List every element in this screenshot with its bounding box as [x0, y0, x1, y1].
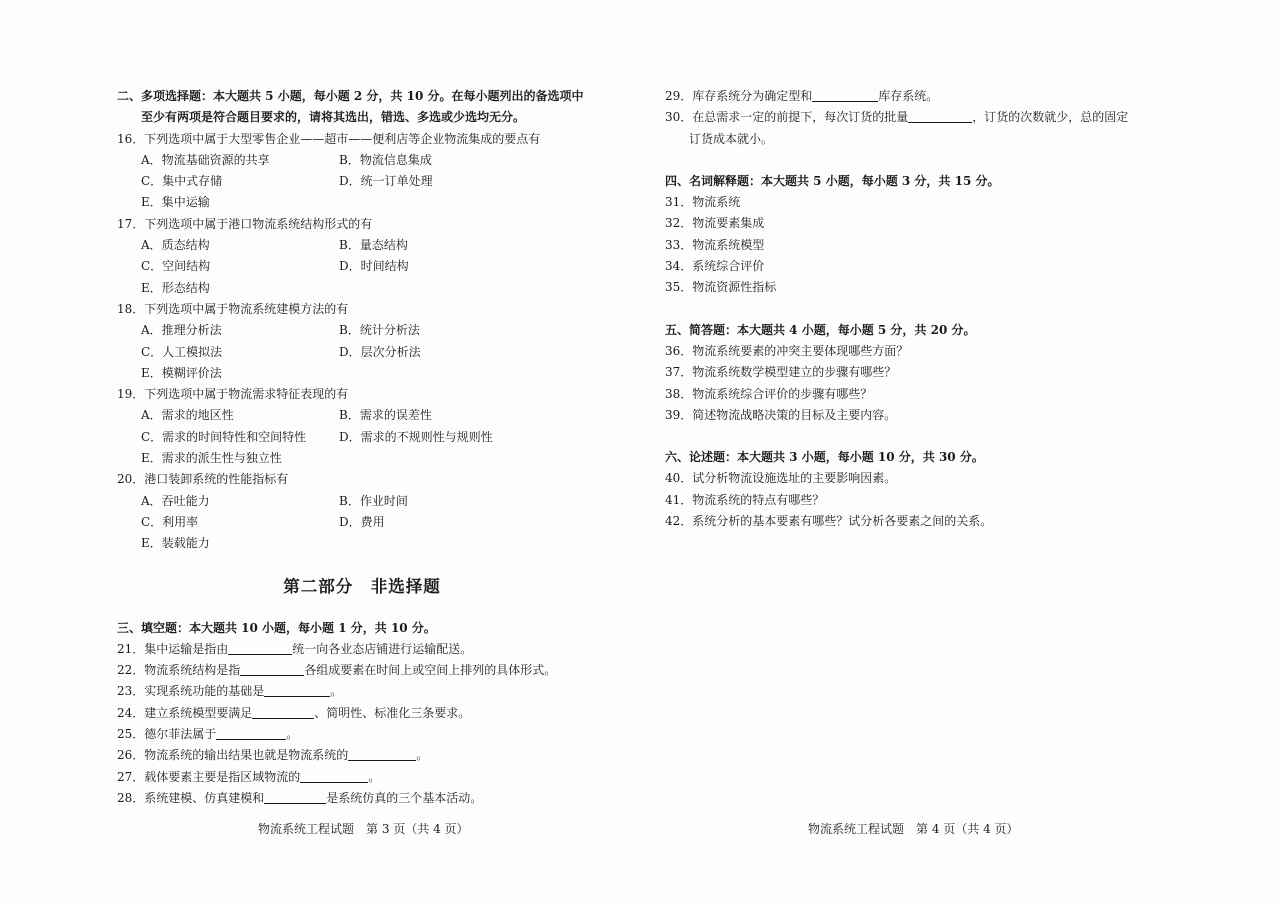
part2-title: 第二部分 非选择题 [283, 576, 441, 596]
q20-options-row2 [117, 512, 607, 533]
q19-option-a: A．需求的地区性 [141, 408, 234, 423]
q16-option-c: C．集中式存储 [141, 174, 223, 189]
q17-options-row3 [117, 278, 607, 299]
section2-heading: 二、多项选择题：本大题共 5 小题，每小题 2 分，共 10 分。在每小题列出的备选项中 [117, 89, 584, 103]
q28-text-after: 是系统仿真的三个基本活动。 [326, 790, 483, 805]
q28-text: 28．系统建模、仿真建模和 [117, 790, 265, 805]
q22-blank [240, 662, 304, 676]
q17-stem: 17．下列选项中属于港口物流系统结构形式的有 [117, 216, 373, 231]
q24-blank [252, 705, 314, 719]
q21-blank [228, 641, 292, 655]
q27 [117, 767, 607, 788]
q27-blank [300, 769, 368, 783]
q17-option-d: D．时间结构 [339, 259, 409, 274]
q23-text: 23．实现系统功能的基础是 [117, 684, 265, 699]
q30-blank [908, 109, 972, 123]
q18-option-a: A．推理分析法 [141, 323, 222, 338]
q18-options-row3 [117, 363, 607, 384]
q19-stem: 19．下列选项中属于物流需求特征表现的有 [117, 387, 349, 402]
q19-option-e: E．需求的派生性与独立性 [141, 451, 282, 466]
q25-text-after: 。 [286, 727, 299, 742]
q30-cont: 订货成本就小。 [689, 131, 774, 146]
right-page [665, 86, 1165, 532]
q20-option-c: C．利用率 [141, 514, 199, 529]
q16-option-a: A．物流基础资源的共享 [141, 152, 270, 167]
q19-options-row3 [117, 448, 607, 469]
q20-option-e: E．装载能力 [141, 536, 210, 551]
q18-options-row1 [117, 320, 607, 341]
q21-text-after: 统一向各业态店铺进行运输配送。 [292, 641, 473, 656]
q24-text-after: 、简明性、标准化三条要求。 [314, 705, 471, 720]
q31: 31．物流系统 [665, 195, 741, 210]
q26-text-after: 。 [416, 748, 429, 763]
q22-text-after: 各组成要素在时间上或空间上排列的具体形式。 [304, 663, 557, 678]
q23 [117, 681, 607, 702]
q16-option-d: D．统一订单处理 [339, 174, 433, 189]
q30 [665, 107, 1165, 128]
section3-heading: 三、填空题：本大题共 10 小题，每小题 1 分，共 10 分。 [117, 620, 436, 635]
q21-text: 21．集中运输是指由 [117, 641, 229, 656]
section4-heading: 四、名词解释题：本大题共 5 小题，每小题 3 分，共 15 分。 [665, 173, 1000, 188]
section2-heading-cont: 至少有两项是符合题目要求的，请将其选出，错选、多选或少选均无分。 [141, 110, 526, 125]
q19-option-d: D．需求的不规则性与规则性 [339, 429, 493, 444]
q34: 34．系统综合评价 [665, 259, 765, 274]
page-footer-left: 物流系统工程试题 第 3 页（共 4 页） [258, 822, 469, 836]
q26-blank [348, 747, 416, 761]
q18-option-b: B．统计分析法 [339, 323, 420, 338]
q20-stem: 20．港口装卸系统的性能指标有 [117, 472, 289, 487]
q19-options-row2 [117, 427, 607, 448]
q17-option-a: A．质态结构 [141, 238, 210, 253]
q18-option-d: D．层次分析法 [339, 344, 421, 359]
q26 [117, 745, 607, 766]
q19-option-b: B．需求的误差性 [339, 408, 432, 423]
q30-text: 30．在总需求一定的前提下，每次订货的批量 [665, 110, 909, 125]
q17-options-row1 [117, 235, 607, 256]
q17-option-b: B．量态结构 [339, 238, 408, 253]
q20-option-b: B．作业时间 [339, 493, 408, 508]
q36: 36．物流系统要素的冲突主要体现哪些方面？ [665, 343, 909, 358]
q42: 42．系统分析的基本要素有哪些？试分析各要素之间的关系。 [665, 514, 993, 529]
q27-text-after: 。 [368, 769, 381, 784]
q26-text: 26．物流系统的输出结果也就是物流系统的 [117, 748, 349, 763]
q18-option-e: E．模糊评价法 [141, 365, 222, 380]
q25-blank [216, 726, 286, 740]
q29-text: 29．库存系统分为确定型和 [665, 89, 813, 103]
q16-option-b: B．物流信息集成 [339, 152, 432, 167]
q17-options-row2 [117, 256, 607, 277]
q19-options-row1 [117, 405, 607, 426]
q23-blank [264, 683, 330, 697]
q18-stem: 18．下列选项中属于物流系统建模方法的有 [117, 301, 349, 316]
q20-option-a: A．吞吐能力 [141, 493, 210, 508]
q29-text-after: 库存系统。 [878, 89, 939, 103]
page-footer-right: 物流系统工程试题 第 4 页（共 4 页） [808, 822, 1019, 836]
spacer [665, 426, 1165, 447]
q39: 39．简述物流战略决策的目标及主要内容。 [665, 407, 897, 422]
q28-blank [264, 790, 326, 804]
q25-text: 25．德尔菲法属于 [117, 727, 217, 742]
q16-option-e: E．集中运输 [141, 195, 210, 210]
q19-option-c: C．需求的时间特性和空间特性 [141, 429, 307, 444]
section5-heading: 五、简答题：本大题共 4 小题，每小题 5 分，共 20 分。 [665, 322, 976, 337]
q28 [117, 788, 607, 809]
q30-text-after: ，订货的次数就少，总的固定 [972, 110, 1129, 125]
q20-options-row3 [117, 533, 607, 554]
spacer [665, 150, 1165, 171]
q38: 38．物流系统综合评价的步骤有哪些？ [665, 386, 873, 401]
q33: 33．物流系统模型 [665, 237, 765, 252]
q27-text: 27．载体要素主要是指区域物流的 [117, 769, 301, 784]
q16-options-row2 [117, 171, 607, 192]
section6-heading: 六、论述题：本大题共 3 小题，每小题 10 分，共 30 分。 [665, 450, 984, 465]
q24 [117, 703, 607, 724]
q16-stem: 16．下列选项中属于大型零售企业——超市——便利店等企业物流集成的要点有 [117, 131, 541, 146]
q18-option-c: C．人工模拟法 [141, 344, 223, 359]
q16-options-row1 [117, 150, 607, 171]
spacer [665, 299, 1165, 320]
q20-options-row1 [117, 491, 607, 512]
q16-options-row3 [117, 192, 607, 213]
q29 [665, 86, 1165, 107]
q18-options-row2 [117, 342, 607, 363]
q32: 32．物流要素集成 [665, 216, 765, 231]
q21 [117, 639, 607, 660]
q29-blank [812, 88, 878, 102]
q17-option-c: C．空间结构 [141, 259, 211, 274]
q22-text: 22．物流系统结构是指 [117, 663, 241, 678]
q25 [117, 724, 607, 745]
q17-option-e: E．形态结构 [141, 280, 210, 295]
q20-option-d: D．费用 [339, 514, 385, 529]
q40: 40．试分析物流设施选址的主要影响因素。 [665, 471, 897, 486]
q22 [117, 660, 607, 681]
q35: 35．物流资源性指标 [665, 280, 777, 295]
left-page [117, 86, 607, 809]
q24-text: 24．建立系统模型要满足 [117, 705, 253, 720]
q23-text-after: 。 [330, 684, 343, 699]
q37: 37．物流系统数学模型建立的步骤有哪些？ [665, 365, 897, 380]
q41: 41．物流系统的特点有哪些？ [665, 492, 825, 507]
